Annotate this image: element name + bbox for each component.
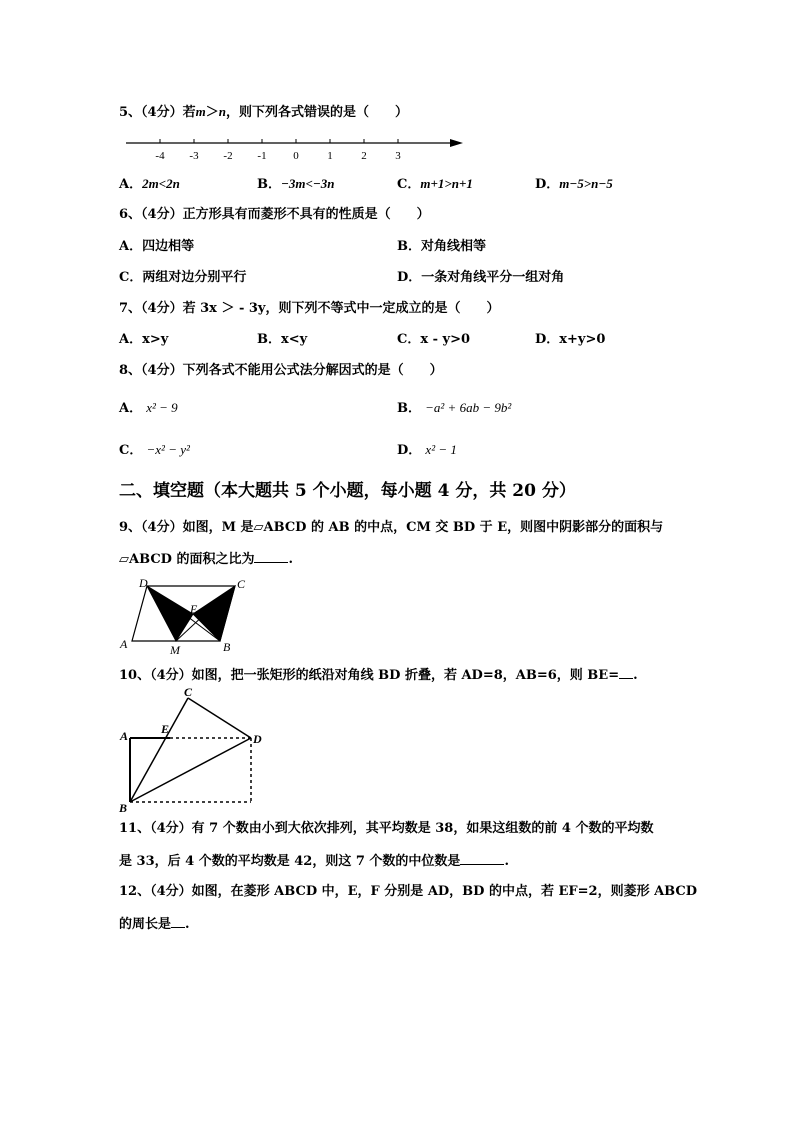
label-a: A xyxy=(120,637,128,651)
q7-stem: 7、（4分）若 3x ＞ - 3y，则下列不等式中一定成立的是（ ） xyxy=(119,301,500,316)
q10-stem: 10、（4分）如图，把一张矩形的纸沿对角线 BD 折叠，若 AD=8，AB=6，则 BE= . xyxy=(119,668,638,683)
label-d: D xyxy=(253,732,262,746)
q6-stem: 6、（4分）正方形具有而菱形不具有的性质是（ ） xyxy=(119,207,430,222)
q8-option-d[interactable]: D． x² − 1 xyxy=(397,442,457,458)
tick-label: 2 xyxy=(361,150,367,162)
q5-stem: 5、（4分）若m＞n，则下列各式错误的是（ ） xyxy=(119,104,408,120)
label-b: B xyxy=(119,801,128,814)
tick-label: -1 xyxy=(257,150,267,162)
label-c: C xyxy=(237,577,246,591)
q12-stem-line1: 12、（4分）如图，在菱形 ABCD 中，E，F 分别是 AD，BD 的中点，若 EF=2，则菱形 ABCD xyxy=(119,884,698,899)
tick-label: -4 xyxy=(155,150,165,162)
q6-option-b[interactable]: B．对角线相等 xyxy=(397,239,487,254)
q7-option-c[interactable]: C．x - y>0 xyxy=(397,332,471,347)
q5-option-a[interactable]: A．2m<2n xyxy=(119,176,180,192)
label-a: A xyxy=(120,729,129,743)
answer-blank[interactable] xyxy=(171,915,185,928)
q7-option-d[interactable]: D．x+y>0 xyxy=(535,332,606,347)
tick-label: 3 xyxy=(395,150,401,162)
q5-option-c[interactable]: C．m+1>n+1 xyxy=(397,176,473,192)
section-title: 二、填空题（本大题共 5 个小题，每小题 4 分，共 20 分） xyxy=(119,481,576,501)
answer-blank[interactable] xyxy=(619,666,633,679)
q10-fold-figure xyxy=(112,686,272,814)
q5-option-b[interactable]: B．−3m<−3n xyxy=(257,176,335,192)
q8-option-a[interactable]: A． x² − 9 xyxy=(119,400,178,416)
q7-option-a[interactable]: A．x>y xyxy=(119,332,169,347)
q9-stem-line2: ▱ABCD 的面积之比为 . xyxy=(119,552,293,567)
tick-label: 1 xyxy=(327,150,333,162)
label-b: B xyxy=(223,640,231,654)
tick-label: -2 xyxy=(223,150,233,162)
q8-option-c[interactable]: C． −x² − y² xyxy=(119,442,190,458)
label-c: C xyxy=(184,686,193,699)
q11-stem-line1: 11、（4分）有 7 个数由小到大依次排列，其平均数是 38，如果这组数的前 4 个数的平均数 xyxy=(119,821,654,836)
q9-parallelogram-figure xyxy=(112,574,262,656)
q8-option-b[interactable]: B． −a² + 6ab − 9b² xyxy=(397,400,512,416)
q6-option-a[interactable]: A．四边相等 xyxy=(119,239,195,254)
label-m: M xyxy=(170,643,180,656)
tick-label: 0 xyxy=(293,150,299,162)
q9-stem-line1: 9、（4分）如图，M 是▱ABCD 的 AB 的中点，CM 交 BD 于 E，则图中阴影部分的面积与 xyxy=(119,520,664,535)
q12-stem-line2: 的周长是 . xyxy=(119,917,190,932)
label-e: E xyxy=(161,722,170,736)
q8-stem: 8、（4分）下列各式不能用公式法分解因式的是（ ） xyxy=(119,363,443,378)
answer-blank[interactable] xyxy=(254,550,288,563)
tick-label: -3 xyxy=(189,150,199,162)
q6-option-c[interactable]: C．两组对边分别平行 xyxy=(119,270,247,285)
q6-option-d[interactable]: D．一条对角线平分一组对角 xyxy=(397,270,565,285)
label-e: E xyxy=(190,602,198,616)
answer-blank[interactable] xyxy=(460,852,504,865)
q5-number-line xyxy=(118,130,478,166)
q5-option-d[interactable]: D．m−5>n−5 xyxy=(535,176,613,192)
q7-option-b[interactable]: B．x<y xyxy=(257,332,308,347)
label-d: D xyxy=(139,576,148,590)
q11-stem-line2: 是 33，后 4 个数的平均数是 42，则这 7 个数的中位数是 . xyxy=(119,854,509,869)
